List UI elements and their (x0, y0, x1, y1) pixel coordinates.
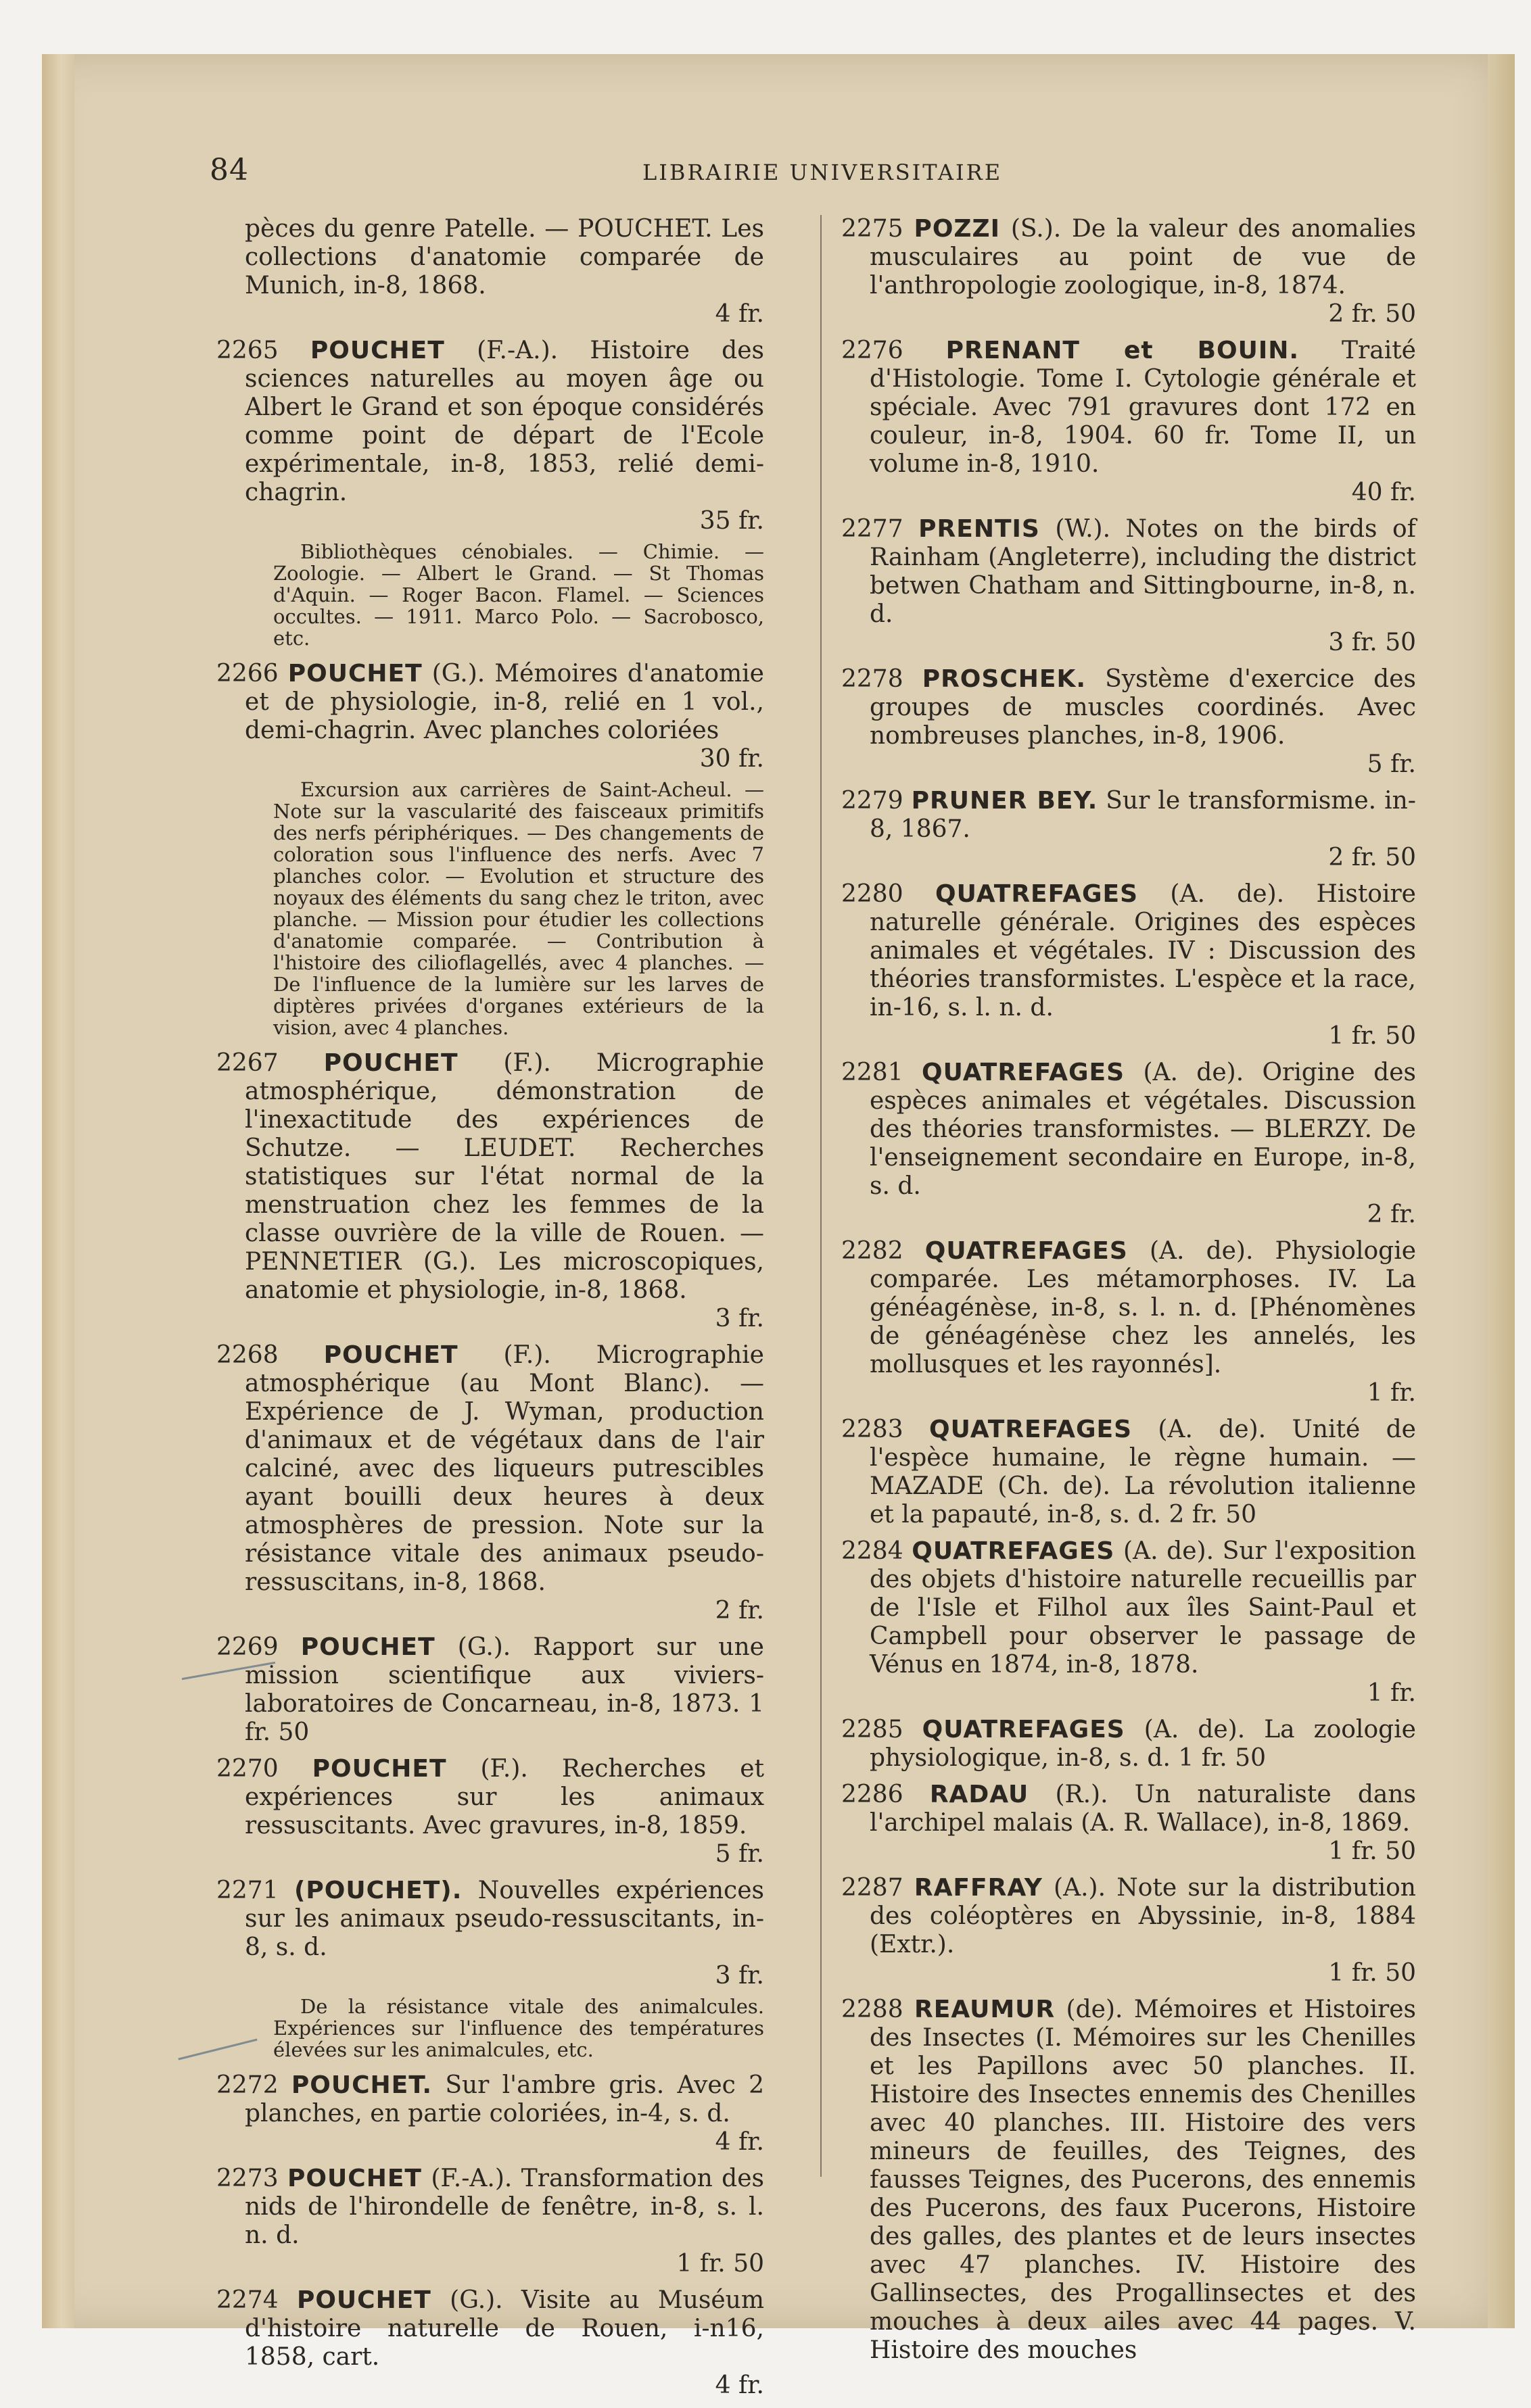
catalog-entry (841, 1537, 1416, 1708)
entry-price: 2 fr. 50 (1328, 300, 1416, 328)
entry-author: QUATREFAGES (922, 1059, 1125, 1086)
entry-price: 35 fr. (699, 507, 764, 535)
running-title: LIBRAIRIE UNIVERSITAIRE (642, 160, 1003, 185)
entry-author: RAFFRAY (914, 1874, 1043, 1902)
entry-text: (W.). Notes on the birds of Rainham (Angleterre), including the district betwen Chatham and Sittingbourne, in-8, n. d. (870, 515, 1416, 628)
catalog-entry (216, 215, 764, 329)
entry-number: 2281 (841, 1059, 903, 1086)
entry-price: 3 fr. 50 (1328, 629, 1416, 656)
entry-text: Nouvelles expériences sur les animaux pseudo-ressuscitants, in-8, s. d. (245, 1877, 764, 1961)
entry-number: 2270 (216, 1755, 279, 1783)
entry-text: (F.-A.). Histoire des sciences naturelles au moyen âge ou Albert le Grand et son époque considérés comme point de départ de l'Ecole expérimentale, in-8, 1853, relié demi-chagrin. (245, 337, 764, 506)
entry-author: QUATREFAGES (924, 1237, 1128, 1265)
entry-text: Sur l'ambre gris. Avec 2 planches, en partie coloriées, in-4, s. d. (245, 2071, 764, 2127)
entry-price: 5 fr. (1367, 750, 1416, 778)
catalog-entry (841, 787, 1416, 872)
entry-price: 5 fr. (715, 1840, 764, 1868)
catalog-entry (216, 1877, 764, 1990)
entry-number: 2271 (216, 1877, 279, 1904)
catalog-entry (216, 2071, 764, 2157)
entry-price: 3 fr. (715, 1305, 764, 1332)
entry-number: 2269 (216, 1633, 279, 1661)
entry-note: Excursion aux carrières de Saint-Acheul. — Note sur la vascularité des faisceaux primitifs des nerfs périphériques. — Des changements de coloration sous l'influence des nerfs. Avec 7 planches color. — Evolution et structure des noyaux des éléments du sang chez le triton, avec planche. — Mission pour étudier les collections d'anatomie comparée. — Contribution à l'histoire des cilioflagellés, avec 4 planches. — De l'influence de la lumière sur les larves de diptères privées d'organes extérieurs de la vision, avec 4 planches. (273, 778, 764, 1039)
column-divider (820, 215, 822, 2177)
entry-author: REAUMUR (914, 1996, 1056, 2023)
entry-author: POZZI (914, 215, 1001, 243)
entry-number: 2277 (841, 515, 903, 543)
entry-price: 1 fr. 50 (1328, 1022, 1416, 1050)
catalog-entry (216, 2286, 764, 2400)
entry-text: (G.). Rapport sur une mission scientifique aux viviers-laboratoires de Concarneau, in-8, 1873. 1 fr. 50 (245, 1633, 764, 1746)
entry-price: 1 fr. 50 (676, 2250, 764, 2278)
entry-note: De la résistance vitale des animalcules. Expériences sur l'influence des températures élevées sur les animalcules, etc. (273, 1995, 764, 2061)
entry-number: 2279 (841, 787, 903, 815)
entry-price: 4 fr. (715, 300, 764, 328)
entry-author: PROSCHEK. (922, 665, 1087, 693)
right-column (841, 215, 1416, 2373)
entry-price: 1 fr. (1367, 1679, 1416, 1707)
entry-text: (de). Mémoires et Histoires des Insectes (I. Mémoires sur les Chenilles et les Papillons avec 50 planches. II. Histoire des Insectes ennemis des Chenilles avec 40 planches. III. Histoire des vers mineurs de feuilles, des Teignes, des fausses Teignes, des Pucerons, des ennemis des Pucerons, des faux Pucerons, Histoire des galles, des plantes et de leurs insectes avec 47 planches. IV. Histoire des Gallinsectes, des Progallinsectes et des mouches à deux ailes avec 44 pages. V. Histoire des mouches (870, 1996, 1416, 2364)
catalog-entry (216, 1755, 764, 1869)
entry-number: 2275 (841, 215, 903, 243)
entry-author: PRUNER BEY. (911, 787, 1098, 815)
entry-note: Bibliothèques cénobiales. — Chimie. — Zoologie. — Albert le Grand. — St Thomas d'Aquin. — Roger Bacon. Flamel. — Sciences occultes. — 1911. Marco Polo. — Sacrobosco, etc. (273, 540, 764, 650)
entry-price: 1 fr. 50 (1328, 1959, 1416, 1987)
page-number: 84 (210, 153, 249, 187)
entry-number: 2288 (841, 1996, 903, 2023)
entry-text: (A. de). Physiologie comparée. Les métamorphoses. IV. La généagénèse, in-8, s. l. n. d. [Phénomènes de généagénèse chez les annelés, les mollusques et les rayonnés]. (870, 1237, 1417, 1378)
entry-author: POUCHET (287, 660, 423, 688)
entry-number: 2284 (841, 1537, 903, 1565)
entry-price: 30 fr. (699, 745, 764, 773)
entry-text: (G.). Visite au Muséum d'histoire naturelle de Rouen, i-n16, 1858, cart. (245, 2286, 764, 2371)
entry-text: (A. de). Sur l'exposition des objets d'histoire naturelle recueillis par de l'Isle et Filhol aux îles Saint-Paul et Campbell pour observer le passage de Vénus en 1874, in-8, 1878. (870, 1537, 1416, 1679)
catalog-entry (841, 215, 1416, 329)
entry-number: 2267 (216, 1049, 279, 1077)
entry-text: (A. de). Histoire naturelle générale. Origines des espèces animales et végétales. IV : Discussion des théories transformistes. L'espèce et la race, in-16, s. l. n. d. (870, 880, 1416, 1021)
entry-number: 2282 (841, 1237, 903, 1265)
catalog-entry (216, 1341, 764, 1625)
entry-author: RADAU (929, 1781, 1029, 1808)
entry-text: (A. de). Unité de l'espèce humaine, le règne humain. — MAZADE (Ch. de). La révolution italienne et la papauté, in-8, s. d. 2 fr. 50 (870, 1416, 1416, 1528)
catalog-entry (216, 337, 764, 535)
entry-number: 2268 (216, 1341, 279, 1369)
entry-author: POUCHET (300, 1633, 435, 1661)
entry-price: 4 fr. (715, 2371, 764, 2399)
entry-author: POUCHET (310, 337, 445, 364)
entry-text: Traité d'Histologie. Tome I. Cytologie générale et spéciale. Avec 791 gravures dont 172 en couleur, in-8, 1904. 60 fr. Tome II, un volume in-8, 1910. (870, 337, 1416, 478)
left-column (216, 215, 764, 2408)
page-header (210, 153, 1427, 193)
entry-number: 2266 (216, 660, 279, 688)
entry-text: (F.). Micrographie atmosphérique, démonstration de l'inexactitude des expériences de Schutze. — LEUDET. Recherches statistiques sur l'état normal de la menstruation chez les femmes de la classe ouvrière de la ville de Rouen. — PENNETIER (G.). Les microscopiques, anatomie et physiologie, in-8, 1868. (245, 1049, 764, 1304)
entry-price: 2 fr. (715, 1597, 764, 1624)
catalog-entry (841, 1781, 1416, 1866)
entry-author: (POUCHET). (293, 1877, 463, 1904)
entry-author: POUCHET (287, 2165, 422, 2192)
entry-author: QUATREFAGES (935, 880, 1139, 908)
entry-text: (S.). De la valeur des anomalies musculaires au point de vue de l'anthropologie zoologique, in-8, 1874. (870, 215, 1416, 299)
catalog-entry (841, 1059, 1416, 1229)
entry-text: (F.-A.). Transformation des nids de l'hirondelle de fenêtre, in-8, s. l. n. d. (245, 2165, 764, 2249)
catalog-entry (841, 1996, 1416, 2365)
page-edge-left (42, 54, 74, 2328)
entry-author: PRENANT et BOUIN. (945, 337, 1300, 364)
entry-number: 2283 (841, 1416, 903, 1443)
entry-number: 2274 (216, 2286, 279, 2314)
entry-author: QUATREFAGES (922, 1716, 1125, 1743)
catalog-entry (841, 880, 1416, 1051)
entry-text: (F.). Micrographie atmosphérique (au Mont Blanc). — Expérience de J. Wyman, production d'animaux et de végétaux dans de l'air calciné, avec des liqueurs putrescibles ayant bouilli deux heures à deux atmosphères de pression. Note sur la résistance vitale des animaux pseudo-ressuscitans, in-8, 1868. (245, 1341, 764, 1596)
entry-price: 1 fr. 50 (1328, 1837, 1416, 1865)
catalog-entry (841, 1874, 1416, 1988)
catalog-entry (216, 660, 764, 773)
entry-author: POUCHET (323, 1341, 458, 1369)
entry-author: POUCHET (312, 1755, 447, 1783)
catalog-entry (841, 1416, 1416, 1529)
catalog-entry (841, 515, 1416, 657)
entry-text: (F.). Recherches et expériences sur les animaux ressuscitants. Avec gravures, in-8, 1859. (245, 1755, 764, 1839)
entry-number: 2280 (841, 880, 903, 908)
entry-number: 2273 (216, 2165, 279, 2192)
entry-number: 2265 (216, 337, 279, 364)
entry-number: 2286 (841, 1781, 903, 1808)
entry-price: 2 fr. 50 (1328, 844, 1416, 871)
entry-author: POUCHET (296, 2286, 431, 2314)
entry-text: (R.). Un naturaliste dans l'archipel malais (A. R. Wallace), in-8, 1869. (870, 1781, 1416, 1837)
catalog-entry (841, 1237, 1416, 1407)
entry-author: PRENTIS (918, 515, 1040, 543)
entry-text: Système d'exercice des groupes de muscles coordinés. Avec nombreuses planches, in-8, 1906. (870, 665, 1416, 750)
entry-number: 2272 (216, 2071, 279, 2099)
entry-text: pèces du genre Patelle. — POUCHET. Les collections d'anatomie comparée de Munich, in-8, 1868. (245, 215, 764, 299)
catalog-entry (216, 1633, 764, 1747)
catalog-entry (216, 1049, 764, 1333)
catalog-entry (216, 2165, 764, 2278)
entry-text: (G.). Mémoires d'anatomie et de physiologie, in-8, relié en 1 vol., demi-chagrin. Avec planches coloriées (245, 660, 764, 744)
entry-number: 2285 (841, 1716, 903, 1743)
catalog-entry (841, 1716, 1416, 1773)
entry-text: (A. de). La zoologie physiologique, in-8, s. d. 1 fr. 50 (870, 1716, 1416, 1772)
entry-price: 4 fr. (715, 2128, 764, 2156)
page-edge-right (1488, 54, 1515, 2328)
entry-text: (A. de). Origine des espèces animales et végétales. Discussion des théories transformistes. — BLERZY. De l'enseignement secondaire en Europe, in-8, s. d. (870, 1059, 1416, 1200)
entry-number: 2278 (841, 665, 903, 693)
entry-price: 1 fr. (1367, 1379, 1416, 1407)
catalog-entry (841, 337, 1416, 507)
entry-number: 2276 (841, 337, 903, 364)
entry-price: 3 fr. (715, 1962, 764, 1990)
entry-author: POUCHET. (291, 2071, 433, 2099)
entry-author: QUATREFAGES (912, 1537, 1115, 1565)
entry-price: 2 fr. (1367, 1201, 1416, 1228)
entry-author: QUATREFAGES (928, 1416, 1133, 1443)
entry-text: Sur le transformisme. in-8, 1867. (870, 787, 1416, 843)
entry-price: 40 fr. (1351, 479, 1416, 506)
entry-text: (A.). Note sur la distribution des coléoptères en Abyssinie, in-8, 1884 (Extr.). (870, 1874, 1416, 1958)
entry-number: 2287 (841, 1874, 903, 1902)
entry-author: POUCHET (323, 1049, 458, 1077)
catalog-entry (841, 665, 1416, 779)
